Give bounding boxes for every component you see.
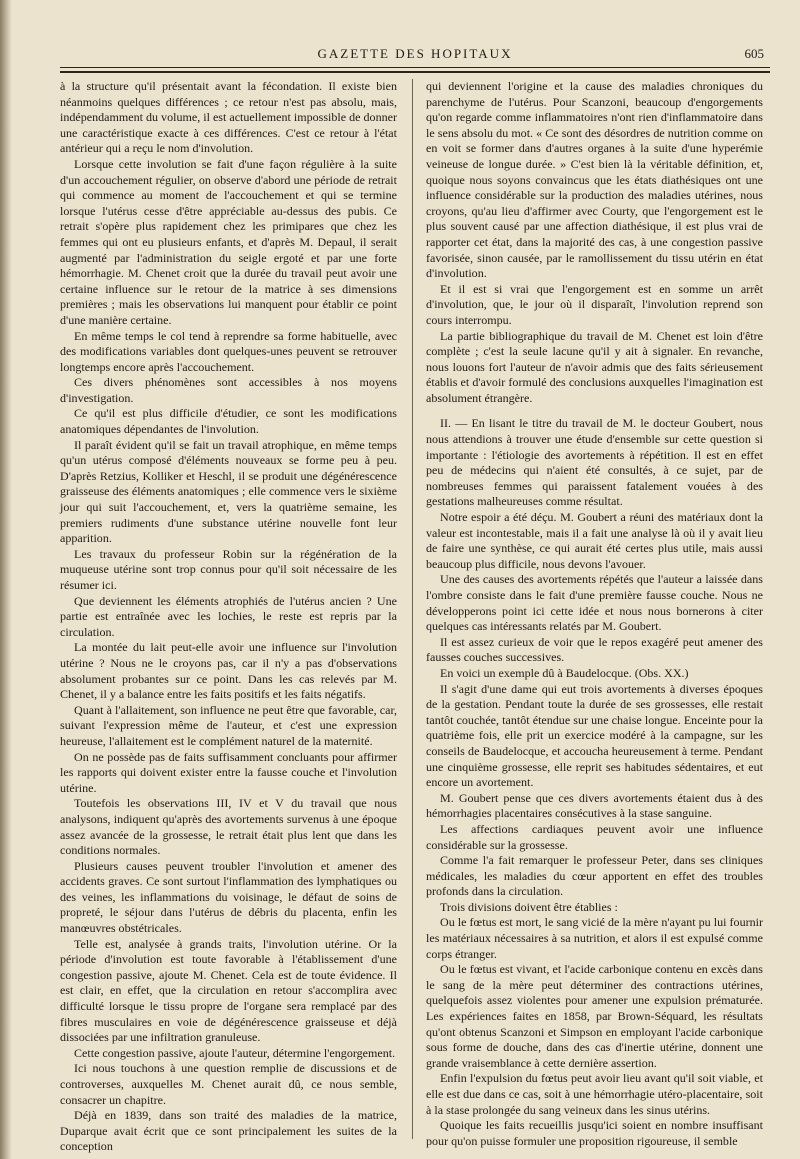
- paragraph: Et il est si vrai que l'engorgement est en somme un arrêt d'involution, que, le jour où il disparaît, l'involution reprend son cours interrompu.: [426, 281, 763, 327]
- column-divider: [412, 79, 413, 1139]
- paragraph: Quoique les faits recueillis jusqu'ici soient en nombre insuffisant pour qu'on puisse formuler une proposition rigoureuse, il semble: [426, 1118, 763, 1148]
- paragraph: Telle est, analysée à grands traits, l'involution utérine. Or la période d'involution est toute favorable à l'établissement d'une congestion passive, ajoute M. Chenet. Cela est de toute évidence. Il est clair, en effet, que la circulation en retour s'accomplira avec difficulté lorsque le tissu propre de l'organe sera remplacé par des fibres musculaires en voie de dégénérescence graisseuse et déjà dissociées par une infiltration granuleuse.: [60, 936, 397, 1045]
- paragraph: Comme l'a fait remarquer le professeur Peter, dans ses cliniques médicales, les maladies du cœur apportent en effet des troubles profonds dans la circulation.: [426, 853, 763, 899]
- paragraph: La montée du lait peut-elle avoir une influence sur l'involution utérine ? Nous ne le croyons pas, car il n'y a pas d'observations absolument probantes sur ce point. Dans les cas relevés par M. Chenet, il y a balance entre les faits positifs et les faits négatifs.: [60, 640, 397, 702]
- paragraph: Il paraît évident qu'il se fait un travail atrophique, en même temps qu'un utérus composé d'éléments nouveaux se forme peu à peu. D'après Retzius, Kolliker et Heschl, il se produit une dégénérescence graisseuse des éléments anatomiques ; elle commence vers le sixième jour qui suit l'accouchement, et, vers la quatrième semaine, les premiers rudiments d'une substance utérine nouvelle font leur apparition.: [60, 437, 397, 546]
- running-title: GAZETTE DES HOPITAUX: [317, 46, 513, 61]
- paragraph: Déjà en 1839, dans son traité des maladies de la matrice, Duparque avait écrit que ce sont principalement les suites de la conception: [60, 1108, 397, 1154]
- paragraph: On ne possède pas de faits suffisamment concluants pour affirmer les rapports qui doivent exister entre la fausse couche et l'involution utérine.: [60, 749, 397, 795]
- paragraph: Ou le fœtus est mort, le sang vicié de la mère n'ayant pu lui fournir les matériaux nécessaires à sa nutrition, et alors il est expulsé comme corps étranger.: [426, 915, 763, 961]
- right-column-section-1: [426, 79, 763, 406]
- paragraph: Toutefois les observations III, IV et V du travail que nous analysons, indiquent qu'après des avortements survenus à une époque assez avancée de la grossesse, le retrait était plus lent que dans les conditions normales.: [60, 796, 397, 858]
- paragraph: La partie bibliographique du travail de M. Chenet est loin d'être complète ; c'est la seule lacune qu'il y ait à signaler. En revanche, nous louons fort l'auteur de n'avoir admis que des faits sérieusement établis et d'avoir formulé des conclusions auxquelles l'imagination est absolument étrangère.: [426, 328, 763, 405]
- paragraph: Plusieurs causes peuvent troubler l'involution et amener des accidents graves. Ce sont surtout l'inflammation des lymphatiques ou des veines, les inflammations du voisinage, le défaut de soins de propreté, le séjour dans l'utérus de débris du placenta, enfin les manœuvres obstétricales.: [60, 858, 397, 936]
- binding-edge: [0, 0, 12, 1159]
- paragraph: M. Goubert pense que ces divers avortements étaient dus à des hémorrhagies placentaires consécutives à la stase sanguine.: [426, 790, 763, 821]
- header-rule-thick: [60, 71, 770, 73]
- paragraph: Ce qu'il est plus difficile d'étudier, ce sont les modifications anatomiques dépendantes de l'involution.: [60, 406, 397, 437]
- paragraph: Ou le fœtus est vivant, et l'acide carbonique contenu en excès dans le sang de la mère peut déterminer des contractions utérines, quelquefois assez violentes pour amener une expulsion prématurée. Les expériences faites en 1858, par Brown-Séquard, les résultats qu'ont obtenus Scanzoni et Simpson en employant l'acide carbonique sous forme de douche, dans des cas d'inertie utérine, donnent une grande vraisemblance à cette dernière assertion.: [426, 962, 763, 1070]
- right-column-section-2: [426, 416, 763, 1149]
- paragraph: Ici nous touchons à une question remplie de discussions et de controverses, auxquelles M. Chenet aurait dû, ce nous semble, consacrer un chapitre.: [60, 1061, 397, 1107]
- paragraph: Quant à l'allaitement, son influence ne peut être que favorable, car, suivant l'expression même de l'auteur, et c'est une expression heureuse, l'allaitement est le complément naturel de la maternité.: [60, 702, 397, 748]
- paragraph: Que deviennent les éléments atrophiés de l'utérus ancien ? Une partie est entraînée avec les lochies, le reste est repris par la circulation.: [60, 593, 397, 639]
- paragraph: En voici un exemple dû à Baudelocque. (Obs. XX.): [440, 665, 689, 680]
- paragraph: Trois divisions doivent être établies :: [440, 899, 618, 914]
- paragraph: Les travaux du professeur Robin sur la régénération de la muqueuse utérine sont trop connus pour qu'il soit nécessaire de les résumer ici.: [60, 546, 397, 592]
- paragraph: à la structure qu'il présentait avant la fécondation. Il existe bien néanmoins quelques différences ; ce retour n'est pas absolu, mais, indépendamment du volume, il est actuellement impossible de donner une caractéristique exacte à ces différences. C'est ce retour à l'état antérieur qui a reçu le nom d'involution.: [60, 79, 397, 156]
- paragraph: Une des causes des avortements répétés que l'auteur a laissée dans l'ombre consiste dans le fait d'une première fausse couche. Nous ne développerons point ici cette idée et nous nous bornerons à citer quelques cas intéressants relatés par M. Goubert.: [426, 572, 763, 634]
- page-number: 605: [744, 46, 764, 61]
- left-column: [60, 79, 397, 1155]
- paragraph: II. — En lisant le titre du travail de M. le docteur Goubert, nous nous attendions à trouver une étude d'ensemble sur cette question si importante : l'étiologie des avortements à répétition. Il est en effet peu de médecins qui n'aient été consultés, à ce sujet, par de nombreuses femmes qui paraissent fatalement vouées à des gestations malheureuses comme résultat.: [426, 416, 763, 509]
- paragraph: Enfin l'expulsion du fœtus peut avoir lieu avant qu'il soit viable, et elle est due dans ce cas, soit à une hémorrhagie utéro-placentaire, soit à la stase prolongée du sang veineux dans les sinus utérins.: [426, 1071, 763, 1117]
- paragraph: Il est assez curieux de voir que le repos exagéré peut amener des fausses couches successives.: [426, 634, 763, 665]
- paragraph: Il s'agit d'une dame qui eut trois avortements à diverses époques de la gestation. Pendant toute la durée de ses grossesses, elle restait tantôt couchée, tantôt étendue sur une chaise longue. Enceinte pour la quatrième fois, elle prit un exercice modéré à la campagne, sur les conseils de Baudelocque, et accoucha heureusement à terme. Pendant une cinquième grossesse, elle reprit ses habitudes sédentaires, et eut encore un avortement.: [426, 681, 763, 790]
- paragraph: Cette congestion passive, ajoute l'auteur, détermine l'engorgement.: [74, 1045, 396, 1060]
- right-column: [426, 79, 763, 1149]
- paragraph: Ces divers phénomènes sont accessibles à nos moyens d'investigation.: [60, 375, 397, 405]
- paragraph: qui deviennent l'origine et la cause des maladies chroniques du parenchyme de l'utérus. Pour Scanzoni, beaucoup d'engorgements qu'on regarde comme inflammatoires n'ont rien d'inflammatoire dans le sens absolu du mot. « Ce sont des désordres de nutrition comme on en voit se former dans d'autres organes à la suite d'une hyperémie veineuse de longue durée. » C'est bien là la véritable définition, et, quoique nous soyons convaincus que les états diathésiques ont une influence considérable sur la production des maladies utérines, nous croyons, qu'au lieu d'affirmer avec Courty, que l'engorgement est le plus souvent causé par une affection diathésique, il est plus vrai de rapporter cet état, dans la majorité des cas, à une congestion passive favorisée, sinon causée, par le ramollissement du tissu utérin en état d'involution.: [426, 79, 763, 281]
- page-header: [60, 46, 770, 66]
- paragraph: Lorsque cette involution se fait d'une façon régulière à la suite d'un accouchement régulier, on observe d'abord une période de retrait qui commence au moment de l'accouchement et qui se termine lorsque l'utérus cesse d'être appréciable au-dessus des pubis. Ce retrait s'opère plus rapidement chez les primipares que chez les femmes qui ont eu plusieurs enfants, et d'après M. Depaul, il serait augmenté par l'administration du seigle ergoté et par une forte hémorrhagie. M. Chenet croit que la durée du travail peut avoir une certaine influence sur le retour de la matrice à ses dimensions premières ; mais les observations lui manquent pour établir ce point d'une manière certaine.: [60, 156, 397, 327]
- paragraph: En même temps le col tend à reprendre sa forme habituelle, avec des modifications variables dont quelques-unes peuvent se retrouver longtemps encore après l'accouchement.: [60, 328, 397, 374]
- paragraph: Les affections cardiaques peuvent avoir une influence considérable sur la grossesse.: [426, 821, 763, 852]
- paragraph: Notre espoir a été déçu. M. Goubert a réuni des matériaux dont la valeur est incontestable, mais il a fait une analyse là où il y avait lieu de faire une synthèse, ce qui aurait été certes plus utile, mais aussi beaucoup plus difficile, nous devons l'avouer.: [426, 510, 763, 571]
- header-rule: [60, 67, 770, 68]
